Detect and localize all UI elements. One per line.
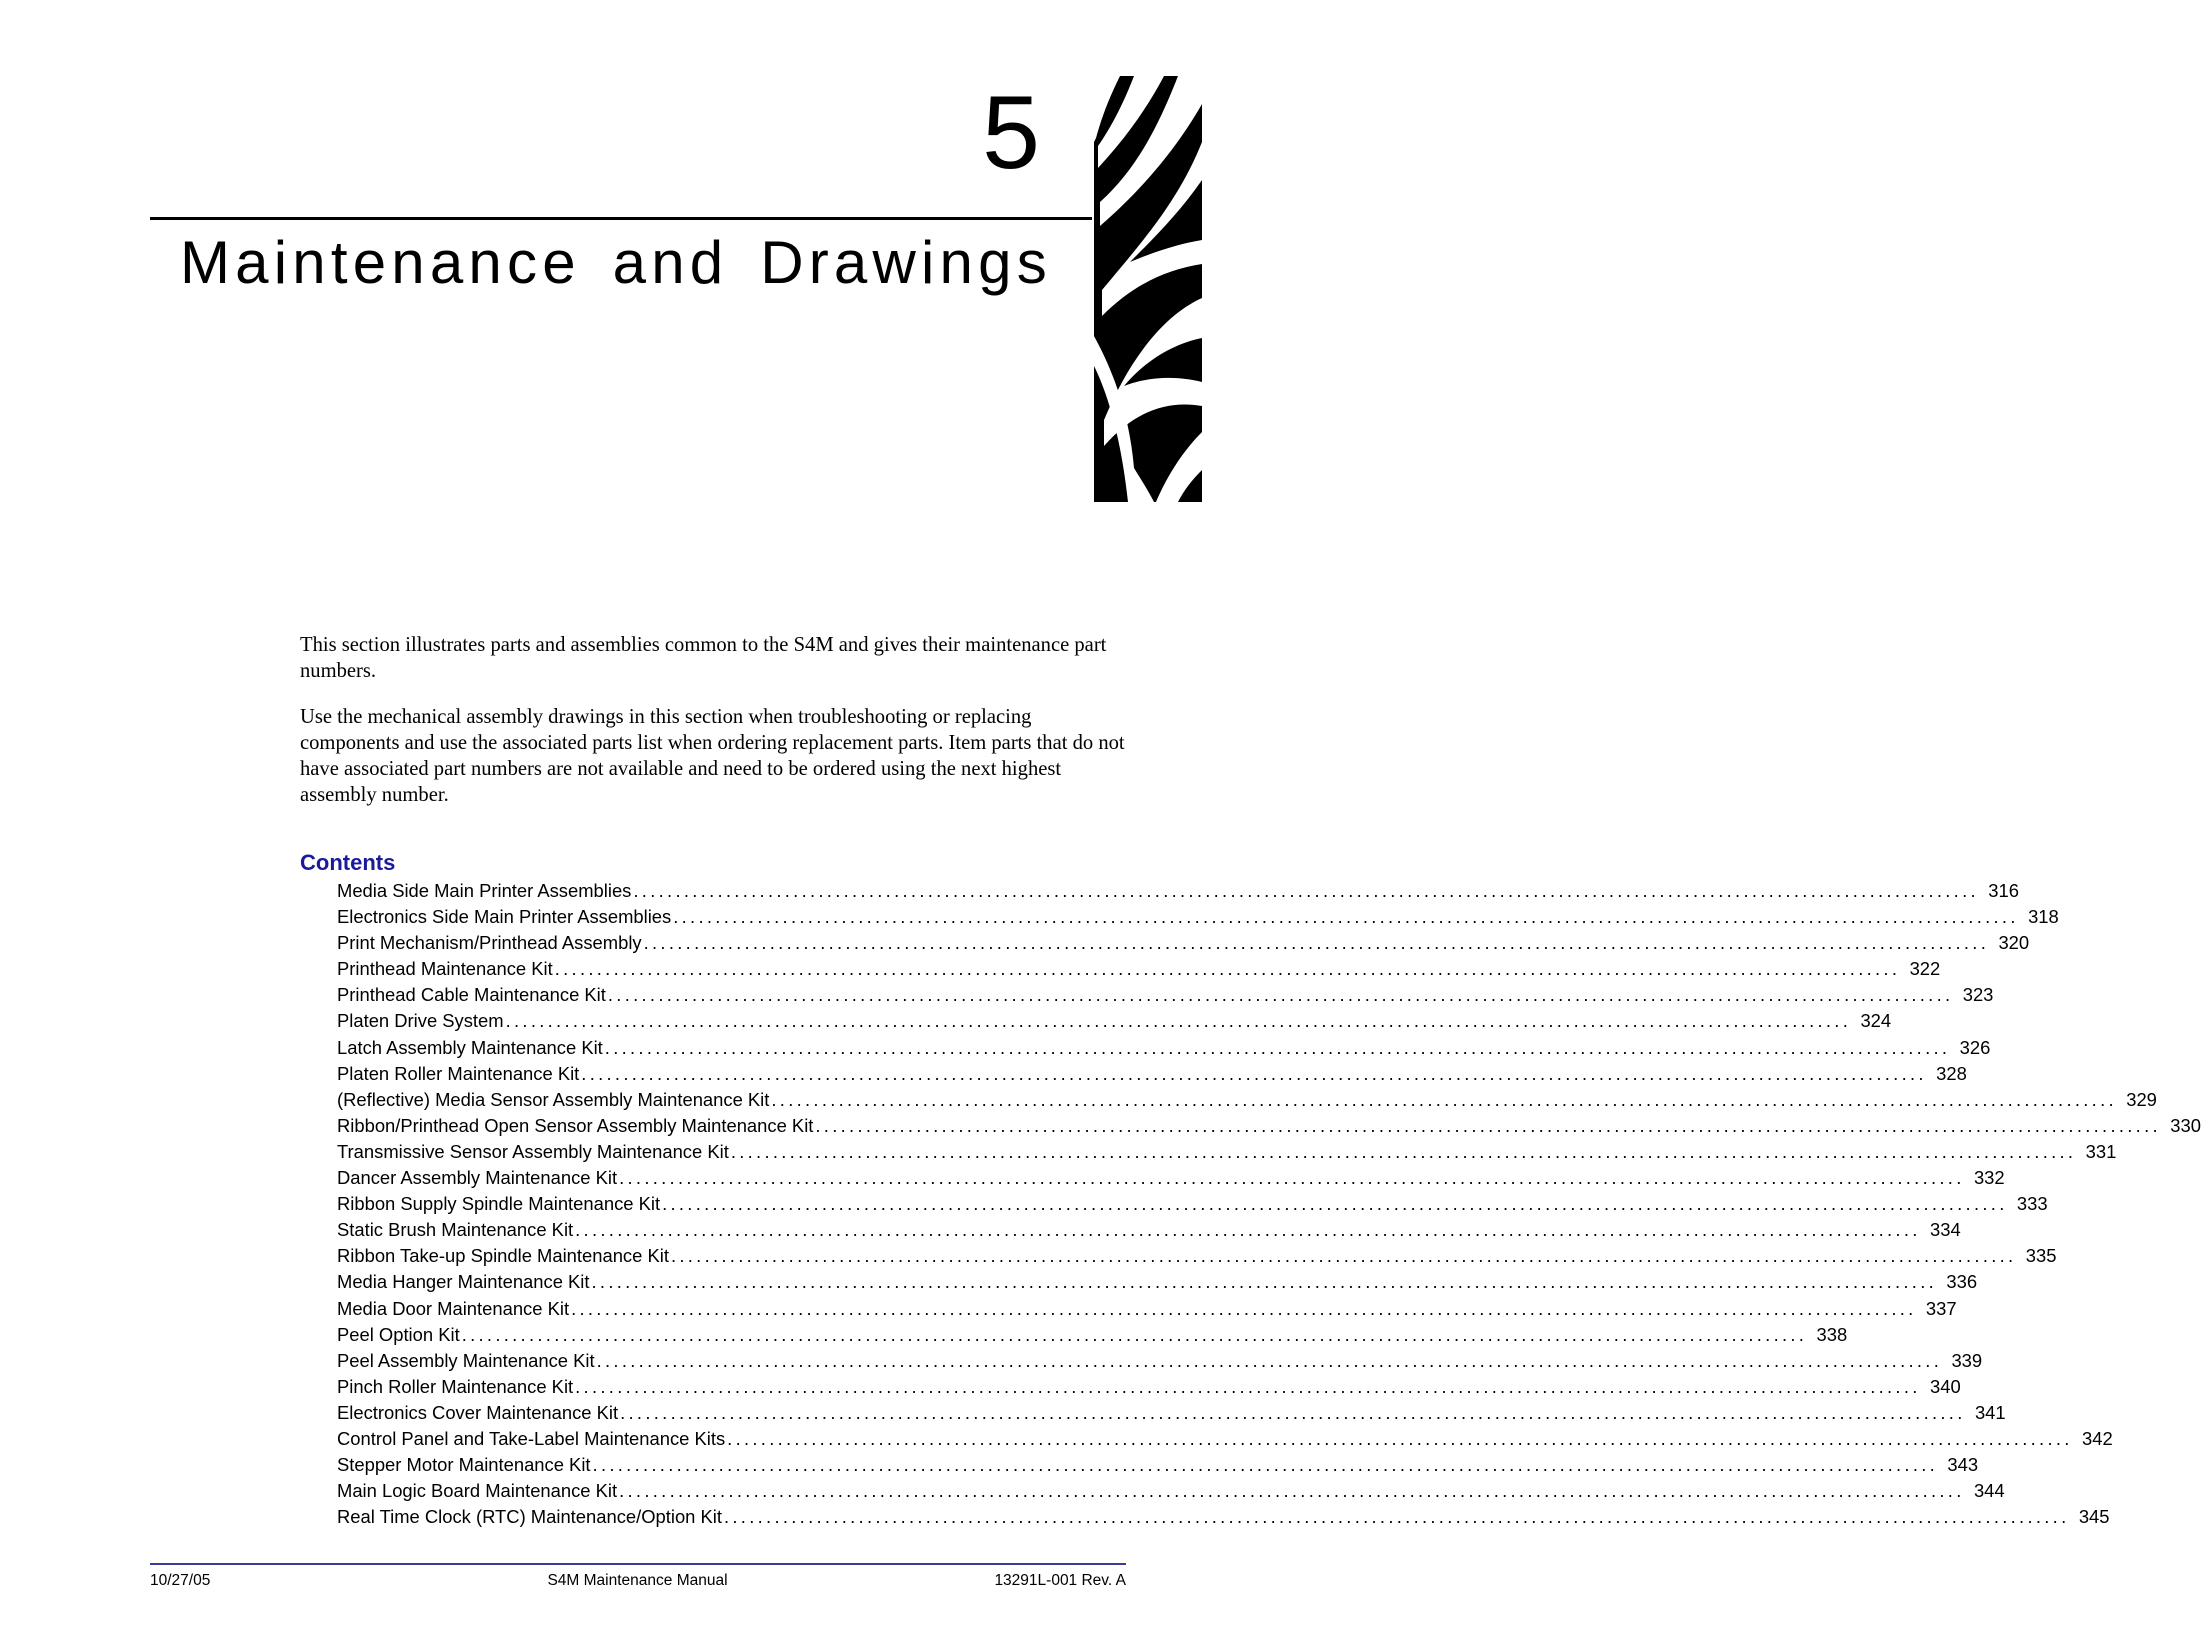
toc-leader-dots: ................................................................................................................................................................ xyxy=(461,1323,1808,1345)
toc-leader-dots: ................................................................................................................................................................ xyxy=(633,880,1979,901)
toc-entry[interactable] xyxy=(337,1165,2005,1191)
toc-leader-dots: ................................................................................................................................................................ xyxy=(575,1219,1921,1241)
toc-entry[interactable] xyxy=(337,1296,1957,1322)
toc-entry[interactable] xyxy=(337,1191,2048,1217)
toc-entry-title[interactable]: Ribbon Take-up Spindle Maintenance Kit xyxy=(337,1245,669,1267)
intro-paragraph: This section illustrates parts and assemblies common to the S4M and gives their maintenance part numbers. xyxy=(300,634,1107,682)
toc-leader-dots: ................................................................................................................................................................ xyxy=(723,1506,2070,1528)
toc-entry-page[interactable]: 324 xyxy=(1860,1010,1892,1032)
toc-entry-page[interactable]: 326 xyxy=(1959,1036,1991,1058)
toc-entry-page[interactable]: 335 xyxy=(2025,1245,2057,1267)
toc-leader-dots: ................................................................................................................................................................ xyxy=(643,932,1990,954)
toc-leader-dots: ................................................................................................................................................................ xyxy=(607,984,1954,1006)
toc-entry[interactable] xyxy=(337,1243,2057,1269)
toc-entry-title[interactable]: Pinch Roller Maintenance Kit xyxy=(337,1375,574,1397)
toc-entry[interactable] xyxy=(337,1061,1967,1087)
toc-entry[interactable] xyxy=(337,1217,1961,1243)
toc-entry-title[interactable]: Control Panel and Take-Label Maintenance Kits xyxy=(337,1427,726,1449)
toc-entry-title[interactable]: Print Mechanism/Printhead Assembly xyxy=(337,932,642,954)
toc-leader-dots: ................................................................................................................................................................ xyxy=(620,1401,1966,1423)
footer-manual-title: S4M Maintenance Manual xyxy=(547,1572,728,1589)
toc-entry-page[interactable]: 343 xyxy=(1947,1454,1979,1476)
toc-entry[interactable] xyxy=(337,1269,1978,1295)
toc-leader-dots: ................................................................................................................................................................ xyxy=(619,1167,1965,1189)
toc-entry-page[interactable]: 333 xyxy=(2016,1193,2048,1215)
footer-date: 10/27/05 xyxy=(150,1572,211,1589)
toc-entry-page[interactable]: 339 xyxy=(1951,1349,1983,1371)
toc-entry[interactable] xyxy=(337,1426,2113,1452)
toc-entry-title[interactable]: Printhead Maintenance Kit xyxy=(337,958,553,980)
toc-entry-title[interactable]: Ribbon/Printhead Open Sensor Assembly Maintenance Kit xyxy=(337,1114,814,1136)
toc-leader-dots: ................................................................................................................................................................ xyxy=(592,1454,1939,1476)
toc-entry-page[interactable]: 340 xyxy=(1929,1375,1961,1397)
toc-leader-dots: ................................................................................................................................................................ xyxy=(673,906,2019,928)
toc-leader-dots: ................................................................................................................................................................ xyxy=(604,1036,1951,1058)
intro-paragraph: Use the mechanical assembly drawings in this section when troubleshooting or replacing components and use the associated parts list when ordering replacement parts. Item parts that do not have associated part numbers are not available and need to be ordered using the next highest assembly number. xyxy=(300,706,1125,806)
toc-entry-title[interactable]: Real Time Clock (RTC) Maintenance/Option Kit xyxy=(337,1506,722,1528)
toc-entry[interactable] xyxy=(337,930,2030,956)
toc-entry-title[interactable]: Latch Assembly Maintenance Kit xyxy=(337,1036,603,1058)
toc-entry[interactable] xyxy=(337,1035,1991,1061)
toc-entry-page[interactable]: 322 xyxy=(1909,958,1941,980)
toc-entry-title[interactable]: Stepper Motor Maintenance Kit xyxy=(337,1454,591,1476)
toc-entry-page[interactable]: 334 xyxy=(1929,1219,1961,1241)
toc-entry[interactable] xyxy=(337,1478,2005,1504)
toc-entry-title[interactable]: Peel Assembly Maintenance Kit xyxy=(337,1349,595,1371)
toc-entry-title[interactable]: Peel Option Kit xyxy=(337,1323,460,1345)
toc-entry-title[interactable]: (Reflective) Media Sensor Assembly Maintenance Kit xyxy=(337,1088,770,1110)
intro-section xyxy=(300,632,1130,828)
toc-entry-page[interactable]: 330 xyxy=(2170,1114,2201,1136)
toc-entry[interactable] xyxy=(337,1504,2110,1530)
toc-entry[interactable] xyxy=(337,982,1994,1008)
toc-leader-dots: ................................................................................................................................................................ xyxy=(575,1375,1921,1397)
chapter-title: Maintenance and Drawings xyxy=(180,229,1052,296)
toc-entry-title[interactable]: Media Door Maintenance Kit xyxy=(337,1297,570,1319)
toc-leader-dots: ................................................................................................................................................................ xyxy=(670,1245,2017,1267)
toc-leader-dots: ................................................................................................................................................................ xyxy=(730,1140,2077,1162)
toc-entry-page[interactable]: 336 xyxy=(1946,1271,1978,1293)
toc-entry[interactable] xyxy=(337,1322,1848,1348)
contents-heading: Contents xyxy=(300,850,396,875)
toc-entry-title[interactable]: Platen Roller Maintenance Kit xyxy=(337,1062,580,1084)
toc-leader-dots: ................................................................................................................................................................ xyxy=(571,1297,1917,1319)
toc-entry-page[interactable]: 345 xyxy=(2078,1506,2110,1528)
toc-entry[interactable] xyxy=(337,1087,2157,1113)
toc-leader-dots: ................................................................................................................................................................ xyxy=(596,1349,1943,1371)
toc-entry[interactable] xyxy=(337,1113,2201,1139)
toc-entry-title[interactable]: Ribbon Supply Spindle Maintenance Kit xyxy=(337,1193,661,1215)
toc-entry-title[interactable]: Transmissive Sensor Assembly Maintenance Kit xyxy=(337,1140,729,1162)
toc-entry-title[interactable]: Dancer Assembly Maintenance Kit xyxy=(337,1167,618,1189)
toc-entry-page[interactable]: 320 xyxy=(1998,932,2030,954)
toc-entry[interactable] xyxy=(337,878,2019,904)
toc-leader-dots: ................................................................................................................................................................ xyxy=(581,1062,1927,1084)
toc-leader-dots: ................................................................................................................................................................ xyxy=(591,1271,1938,1293)
toc-entry-page[interactable]: 331 xyxy=(2085,1140,2117,1162)
footer-rule xyxy=(150,1563,1126,1565)
zebra-stripe-graphic xyxy=(1094,76,1202,502)
toc-entry-title[interactable]: Printhead Cable Maintenance Kit xyxy=(337,984,606,1006)
toc-entry-page[interactable]: 316 xyxy=(1988,880,2019,901)
toc-entry-title[interactable]: Platen Drive System xyxy=(337,1010,504,1032)
table-of-contents xyxy=(337,878,2201,1530)
toc-entry-page[interactable]: 337 xyxy=(1925,1297,1957,1319)
toc-entry-page[interactable]: 338 xyxy=(1816,1323,1848,1345)
toc-leader-dots: ................................................................................................................................................................ xyxy=(619,1480,1965,1502)
toc-entry-page[interactable]: 318 xyxy=(2028,906,2059,928)
chapter-number: 5 xyxy=(982,75,1040,191)
toc-entry-title[interactable]: Media Side Main Printer Assemblies xyxy=(337,880,632,901)
toc-entry-page[interactable]: 342 xyxy=(2082,1427,2113,1449)
toc-leader-dots: ................................................................................................................................................................ xyxy=(554,958,1901,980)
toc-entry[interactable] xyxy=(337,1008,1892,1034)
toc-entry[interactable] xyxy=(337,1400,2006,1426)
toc-entry[interactable] xyxy=(337,1452,1979,1478)
toc-entry-title[interactable]: Electronics Cover Maintenance Kit xyxy=(337,1401,619,1423)
toc-entry-title[interactable]: Main Logic Board Maintenance Kit xyxy=(337,1480,618,1502)
toc-leader-dots: ................................................................................................................................................................ xyxy=(815,1114,2161,1136)
toc-leader-dots: ................................................................................................................................................................ xyxy=(662,1193,2008,1215)
title-rule xyxy=(150,217,1092,220)
toc-entry-page[interactable]: 332 xyxy=(1973,1167,2005,1189)
toc-entry-page[interactable]: 323 xyxy=(1962,984,1994,1006)
toc-leader-dots: ................................................................................................................................................................ xyxy=(771,1088,2117,1110)
toc-leader-dots: ................................................................................................................................................................ xyxy=(505,1010,1852,1032)
toc-entry[interactable] xyxy=(337,956,1941,982)
toc-entry[interactable] xyxy=(337,1139,2117,1165)
footer-doc-number: 13291L-001 Rev. A xyxy=(994,1572,1126,1589)
toc-entry-title[interactable]: Static Brush Maintenance Kit xyxy=(337,1219,574,1241)
toc-entry-title[interactable]: Media Hanger Maintenance Kit xyxy=(337,1271,590,1293)
toc-entry-page[interactable]: 344 xyxy=(1973,1480,2005,1502)
toc-entry-page[interactable]: 329 xyxy=(2126,1088,2157,1110)
toc-entry-title[interactable]: Electronics Side Main Printer Assemblies xyxy=(337,906,672,928)
toc-entry[interactable] xyxy=(337,1348,1983,1374)
toc-entry[interactable] xyxy=(337,1374,1961,1400)
toc-entry-page[interactable]: 328 xyxy=(1936,1062,1967,1084)
toc-leader-dots: ................................................................................................................................................................ xyxy=(727,1427,2073,1449)
toc-entry-page[interactable]: 341 xyxy=(1974,1401,2006,1423)
toc-entry[interactable] xyxy=(337,904,2059,930)
